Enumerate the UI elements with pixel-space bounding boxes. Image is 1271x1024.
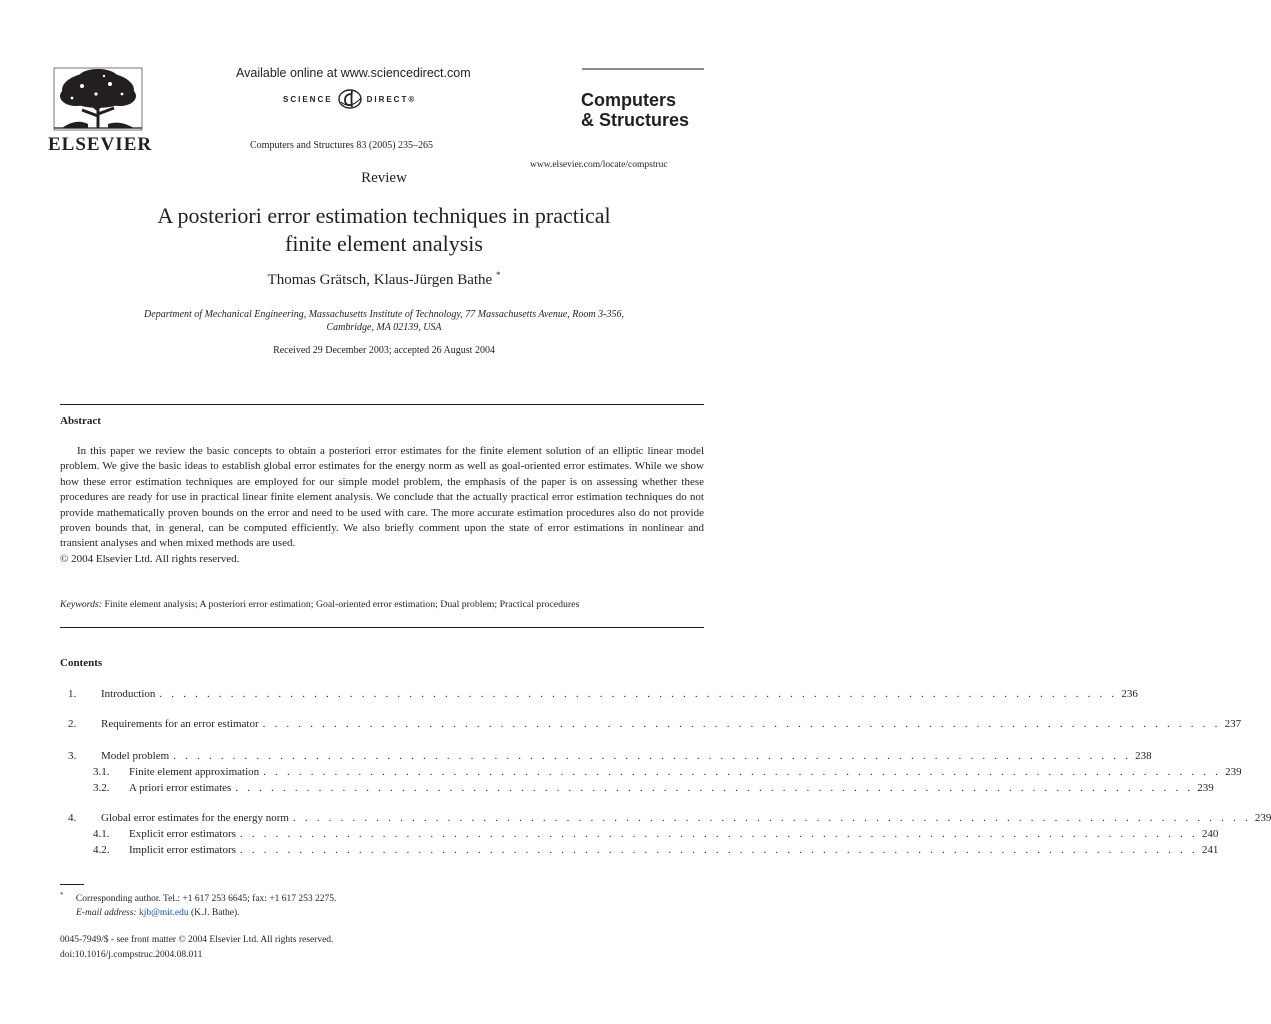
toc-page: 239 [1254,812,1271,824]
abstract-heading: Abstract [60,415,101,427]
article-title-line-1: A posteriori error estimation techniques in practical [157,203,611,228]
publisher-name: ELSEVIER [48,134,153,155]
toc-entry[interactable] [60,750,1152,766]
email-link[interactable]: kjb@mit.edu [138,908,189,919]
toc-entry[interactable] [60,812,1271,828]
toc-label: Introduction [101,688,156,700]
abstract-top-rule [60,404,704,405]
toc-leader-dots: . . . . . . . . . . . . . . . . . . . . . . . . . . . . . . . . . . . . . . . . . . . . . . . . . . . . . . . . . . . . . . . . . . . . . . . . . . . . . . . . . [263,766,1222,778]
toc-leader-dots: . . . . . . . . . . . . . . . . . . . . . . . . . . . . . . . . . . . . . . . . . . . . . . . . . . . . . . . . . . . . . . . . . . . . . . . . . . . . . . . . . [159,688,1118,700]
sciencedirect-wordmark [283,88,416,110]
toc-leader-dots: . . . . . . . . . . . . . . . . . . . . . . . . . . . . . . . . . . . . . . . . . . . . . . . . . . . . . . . . . . . . . . . . . . . . . . . . . . . . . . . . . [292,812,1251,824]
corresponding-author-footnote [60,888,336,920]
toc-entry[interactable] [60,828,1219,844]
toc-page: 238 [1135,750,1152,762]
toc-number: 4.1. [93,828,110,840]
sd-right-label: DIRECT® [366,94,417,104]
toc-label: A priori error estimates [129,782,232,794]
toc-entry[interactable] [60,766,1242,782]
toc-leader-dots: . . . . . . . . . . . . . . . . . . . . . . . . . . . . . . . . . . . . . . . . . . . . . . . . . . . . . . . . . . . . . . . . . . . . . . . . . . . . . . . . . [239,844,1198,856]
article-type: Review [361,170,407,186]
contents-heading: Contents [60,657,103,669]
corresponding-contact: Corresponding author. Tel.: +1 617 253 6645; fax: +1 617 253 2275. [75,894,337,905]
affiliation-line-2: Cambridge, MA 02139, USA [326,322,442,333]
toc-label: Finite element approximation [129,766,260,778]
toc-page: 240 [1201,828,1219,840]
sd-left-label: SCIENCE [283,94,333,104]
toc-number: 3. [68,750,77,762]
toc-leader-dots: . . . . . . . . . . . . . . . . . . . . . . . . . . . . . . . . . . . . . . . . . . . . . . . . . . . . . . . . . . . . . . . . . . . . . . . . . . . . . . . . . [239,828,1198,840]
abstract-bottom-rule [60,627,704,628]
toc-label: Explicit error estimators [129,828,236,840]
available-online-text: Available online at www.sciencedirect.com [236,66,471,80]
journal-citation: Computers and Structures 83 (2005) 235–265 [250,140,434,151]
toc-page: 239 [1225,766,1242,778]
copyright-notice: © 2004 Elsevier Ltd. All rights reserved. [60,552,240,565]
toc-label: Implicit error estimators [129,844,236,856]
toc-page: 241 [1201,844,1219,856]
footnote-mark: * [60,891,64,899]
toc-number: 1. [68,688,77,700]
sciencedirect-d-icon [337,88,363,110]
footnote-rule [60,884,84,885]
front-matter-info [60,933,333,963]
keywords [60,599,579,610]
toc-label: Model problem [101,750,170,762]
affiliation-line-1: Department of Mechanical Engineering, Massachusetts Institute of Technology, 77 Massachusetts Avenue, Room 3-356, [144,309,624,320]
toc-number: 4.2. [93,844,110,856]
issn-line: 0045-7949/$ - see front matter © 2004 Elsevier Ltd. All rights reserved. [60,935,334,945]
toc-entry[interactable] [60,718,1242,734]
email-owner: (K.J. Bathe). [191,908,240,919]
toc-number: 4. [68,812,77,824]
article-title-line-2: finite element analysis [285,231,483,256]
received-dates: Received 29 December 2003; accepted 26 August 2004 [273,345,495,356]
authors-names: Thomas Grätsch, Klaus-Jürgen Bathe [267,272,493,288]
journal-rule [582,68,704,70]
keywords-label: Keywords: [60,599,103,610]
toc-leader-dots: . . . . . . . . . . . . . . . . . . . . . . . . . . . . . . . . . . . . . . . . . . . . . . . . . . . . . . . . . . . . . . . . . . . . . . . . . . . . . . . . . [262,718,1221,730]
abstract-text: In this paper we review the basic concepts to obtain a posteriori error estimates for the finite element solution of an elliptic linear model problem. We give the basic ideas to establish global error estimates for the energy norm as well as goal-oriented error estimates. While we show how these error estimation techniques are employed for our simple model problem, the emphasis of the paper is on assessing whether these procedures are ready for use in practical linear finite element analysis. We conclude that the actually practical error estimation techniques do not provide mathematically proven bounds on the error and need to be used with care. The more accurate estimation procedures also do not provide proven bounds that, in general, can be computed efficiently. We also briefly comment upon the state of error estimations in nonlinear and transient analyses and when mixed methods are used. [60,445,704,550]
author-affiliation [80,308,688,334]
journal-title [581,90,689,130]
doi-line[interactable]: doi:10.1016/j.compstruc.2004.08.011 [60,950,203,960]
abstract-body [60,444,704,567]
article-title [0,202,768,258]
journal-title-line-2: & Structures [581,110,690,130]
corresponding-author-mark[interactable]: * [495,270,501,280]
toc-number: 3.2. [93,782,110,794]
journal-url-link[interactable]: www.elsevier.com/locate/compstruc [530,160,668,170]
toc-leader-dots: . . . . . . . . . . . . . . . . . . . . . . . . . . . . . . . . . . . . . . . . . . . . . . . . . . . . . . . . . . . . . . . . . . . . . . . . . . . . . . . . . [235,782,1194,794]
toc-page: 236 [1121,688,1138,700]
toc-entry[interactable] [60,688,1138,704]
keywords-list: Finite element analysis; A posteriori error estimation; Goal-oriented error estimation; Dual problem; Practical procedures [104,599,580,610]
toc-leader-dots: . . . . . . . . . . . . . . . . . . . . . . . . . . . . . . . . . . . . . . . . . . . . . . . . . . . . . . . . . . . . . . . . . . . . . . . . . . . . . . . . . [173,750,1132,762]
author-list [0,270,768,289]
toc-entry[interactable] [60,844,1219,860]
toc-entry[interactable] [60,782,1214,798]
toc-page: 239 [1197,782,1214,794]
toc-label: Requirements for an error estimator [101,718,259,730]
toc-page: 237 [1224,718,1242,730]
toc-number: 2. [68,718,77,730]
toc-number: 3.1. [93,766,110,778]
toc-label: Global error estimates for the energy norm [101,812,289,824]
journal-title-line-1: Computers [581,90,677,110]
email-label: E-mail address: [76,908,137,919]
